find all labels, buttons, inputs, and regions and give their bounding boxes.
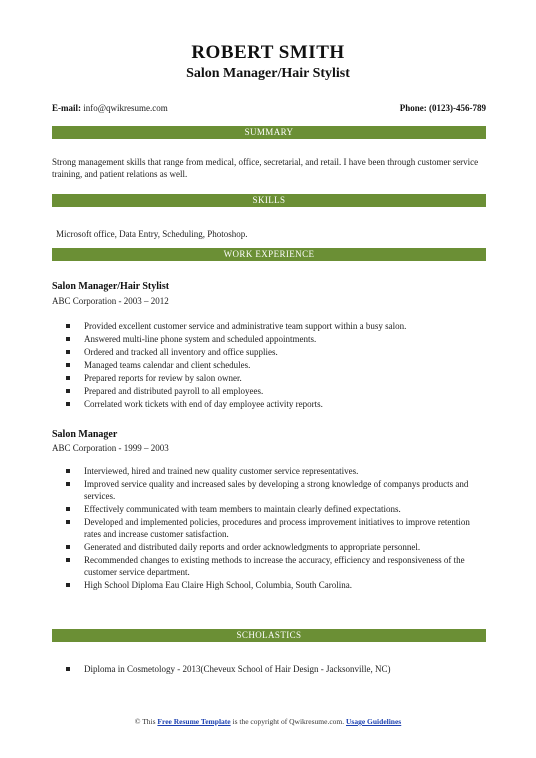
phone-block [400,103,486,113]
list-item: Prepared reports for review by salon owner. [84,372,486,384]
job-bullets [52,320,486,411]
phone-value: (0123)-456-789 [429,103,486,113]
phone-label: Phone: [399,103,427,113]
skills-text: Microsoft office, Data Entry, Scheduling, Photoshop. [56,229,248,239]
candidate-name: ROBERT SMITH [191,42,345,63]
summary-text: Strong management skills that range from medical, office, secretarial, and retail. I have been through customer service training, and patient relations as well. [52,157,479,179]
list-item: Effectively communicated with team members to maintain clearly defined expectations. [84,503,486,515]
scholastics-list [52,663,486,676]
job-title: Salon Manager/Hair Stylist [52,281,170,292]
job-title: Salon Manager [52,429,118,440]
email-label: E-mail: [52,103,81,113]
free-resume-template-link[interactable]: Free Resume Template [157,717,231,726]
list-item: High School Diploma Eau Claire High School, Columbia, South Carolina. [84,579,486,591]
footer-prefix: © This [134,717,158,726]
list-item: Developed and implemented policies, procedures and process improvement initiatives to improve retention rates and increase customer satisfaction. [84,516,486,540]
list-item: Ordered and tracked all inventory and office supplies. [84,346,486,358]
job-bullets [52,465,486,592]
summary-heading: SUMMARY [52,126,486,139]
footer-middle: is the copyright of Qwikresume.com. [230,717,347,726]
list-item: Provided excellent customer service and administrative team support within a busy salon. [84,320,486,332]
email-value[interactable]: info@qwikresume.com [83,103,168,113]
scholastics-heading: SCHOLASTICS [52,629,486,642]
list-item: Generated and distributed daily reports and order acknowledgments to appropriate personnel. [84,541,486,553]
list-item: Answered multi-line phone system and scheduled appointments. [84,333,486,345]
contact-row [52,103,486,113]
list-item: Improved service quality and increased sales by developing a strong knowledge of companys products and services. [84,478,486,502]
experience-heading: WORK EXPERIENCE [52,248,486,261]
skills-heading: SKILLS [52,194,486,207]
footer [0,717,536,726]
list-item: Interviewed, hired and trained new quality customer service representatives. [84,465,486,477]
list-item: Recommended changes to existing methods to increase the accuracy, efficiency and responsiveness of the customer service department. [84,554,486,578]
usage-guidelines-link[interactable]: Usage Guidelines [346,717,402,726]
candidate-role: Salon Manager/Hair Stylist [186,66,350,81]
list-item: Managed teams calendar and client schedules. [84,359,486,371]
list-item: Diploma in Cosmetology - 2013(Cheveux School of Hair Design - Jacksonville, NC) [84,663,486,675]
job-meta: ABC Corporation - 2003 – 2012 [52,296,169,306]
job-meta: ABC Corporation - 1999 – 2003 [52,443,169,453]
email-block [52,103,168,113]
list-item: Correlated work tickets with end of day employee activity reports. [84,398,486,410]
list-item: Prepared and distributed payroll to all employees. [84,385,486,397]
